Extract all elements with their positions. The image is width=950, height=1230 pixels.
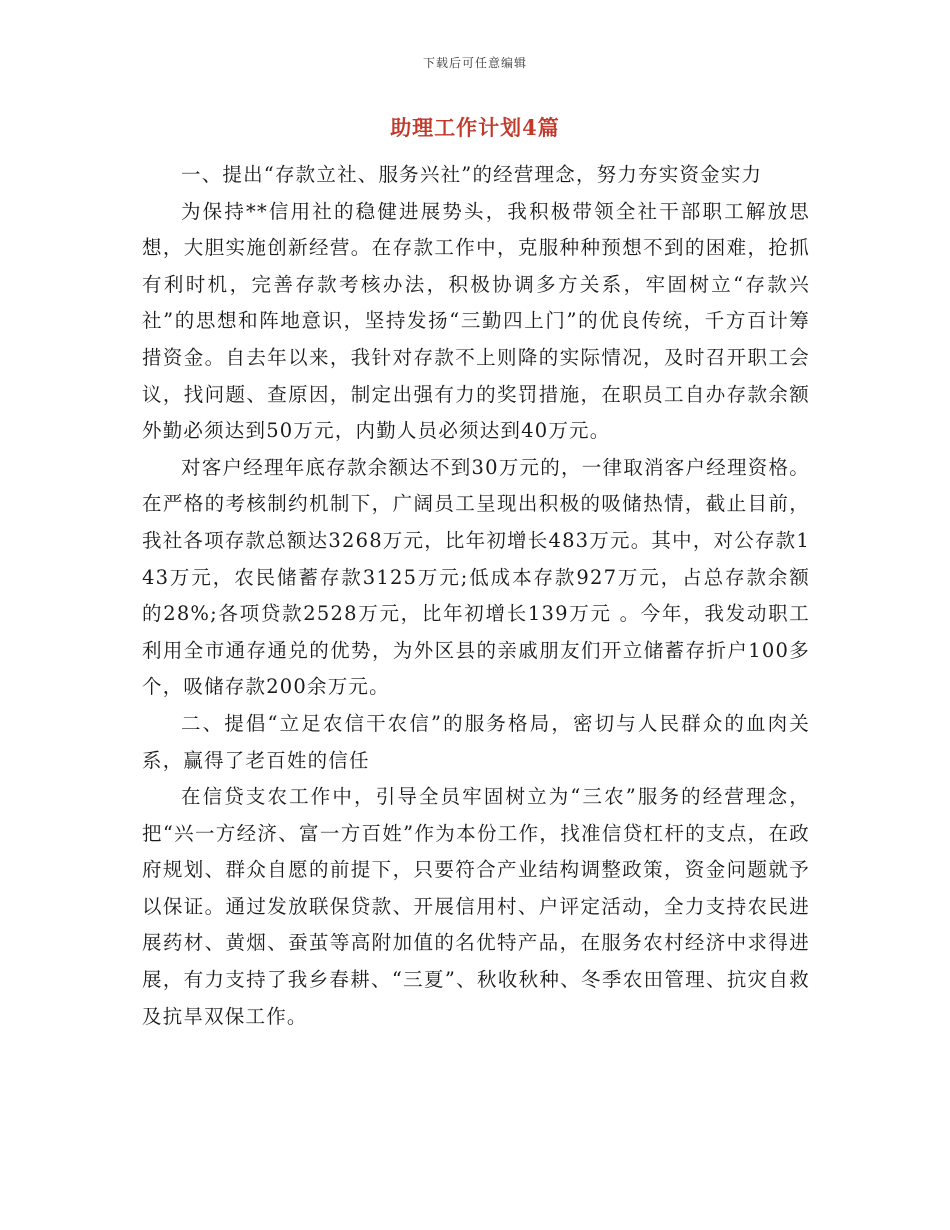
body-paragraph-1: 为保持**信用社的稳健进展势头，我积极带领全社干部职工解放思想，大胆实施创新经营。在存款工作中，克服种种预想不到的困难，抢抓有利时机，完善存款考核办法，积极协调多方关系，牢固树立“存款兴社”的思想和阵地意识，坚持发扬“三勤四上门”的优良传统，千方百计筹措资金。自去年以来，我针对存款不上则降的实际情况，及时召开职工会议，找问题、查原因，制定出强有力的奖罚措施，在职员工自办存款余额外勤必须达到50万元，内勤人员必须达到40万元。: [142, 199, 810, 443]
document-title: 助理工作计划4篇: [390, 115, 560, 140]
body-paragraph-2: 对客户经理年底存款余额达不到30万元的，一律取消客户经理资格。在严格的考核制约机制下，广阔员工呈现出积极的吸储热情，截止目前，我社各项存款总额达3268万元，比年初增长483万元。其中，对公存款143万元，农民储蓄存款3125万元;低成本存款927万元，占总存款余额的28%;各项贷款2528万元，比年初增长139万元 。今年，我发动职工利用全市通存通兑的优势，为外区县的亲戚朋友们开立储蓄存折户100多个，吸储存款200余万元。: [142, 455, 810, 699]
header-note: 下载后可任意编辑: [422, 56, 527, 70]
section-heading-1: 一、提出“存款立社、服务兴社”的经营理念，努力夯实资金实力: [181, 163, 763, 186]
section-heading-2: 二、提倡“立足农信干农信”的服务格局，密切与人民群众的血肉关系，赢得了老百姓的信任: [142, 711, 810, 772]
document-body: [142, 157, 810, 1035]
body-paragraph-3: 在信贷支农工作中，引导全员牢固树立为“三农”服务的经营理念，把“兴一方经济、富一方百姓”作为本份工作，找准信贷杠杆的支点，在政府规划、群众自愿的前提下，只要符合产业结构调整政策，资金问题就予以保证。通过发放联保贷款、开展信用村、户评定活动，全力支持农民进展药材、黄烟、蚕茧等高附加值的名优特产品，在服务农村经济中求得进展，有力支持了我乡春耕、“三夏”、秋收秋种、冬季农田管理、抗灾自救及抗旱双保工作。: [142, 785, 810, 1028]
